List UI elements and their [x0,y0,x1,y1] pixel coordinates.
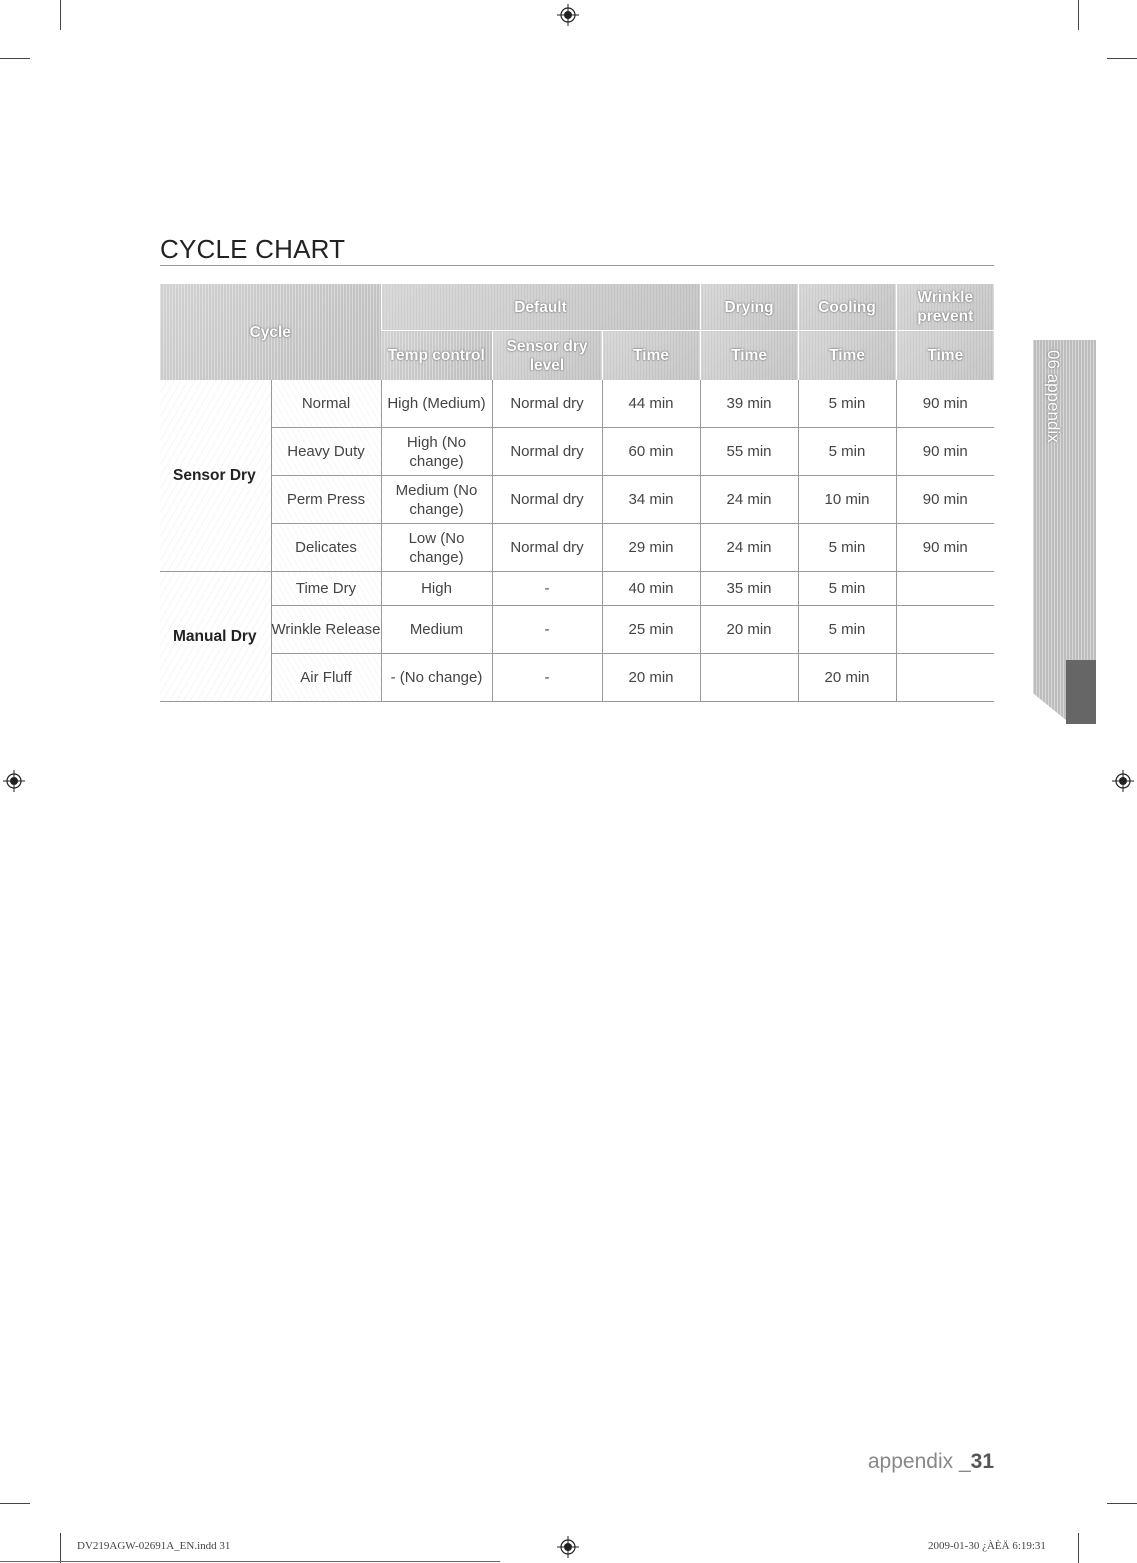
header-cooling-time: Time [798,331,896,381]
temp-control: - (No change) [381,654,492,702]
footer-section: appendix _ [867,1450,971,1473]
header-wrinkle-prevent: Wrinkle prevent [896,284,994,331]
crop-mark [60,0,61,30]
side-tab-marker [1066,660,1096,724]
crop-mark [0,58,30,59]
table-row [160,606,994,654]
sensor-dry-level: Normal dry [492,428,602,476]
default-time: 34 min [602,476,700,524]
wrinkle-time: 90 min [896,428,994,476]
sensor-dry-level: Normal dry [492,524,602,572]
header-default: Default [381,284,700,331]
temp-control: Medium [381,606,492,654]
cooling-time: 5 min [798,572,896,606]
drying-time: 24 min [700,476,798,524]
cooling-time: 5 min [798,524,896,572]
sensor-dry-level: Normal dry [492,476,602,524]
sensor-dry-level: Normal dry [492,380,602,428]
default-time: 25 min [602,606,700,654]
section-side-tab [1033,340,1096,724]
header-temp-control: Temp control [381,331,492,381]
page-number [868,1450,994,1474]
cycle-name: Perm Press [271,476,381,524]
drying-time: 35 min [700,572,798,606]
default-time: 44 min [602,380,700,428]
drying-time [700,654,798,702]
wrinkle-time: 90 min [896,476,994,524]
table-row [160,476,994,524]
sensor-dry-level: - [492,572,602,606]
print-slug-file: DV219AGW-02691A_EN.indd 31 [77,1540,231,1552]
header-default-time: Time [602,331,700,381]
side-tab-label: 06 appendix [1044,350,1063,443]
temp-control: High (No change) [381,428,492,476]
header-cycle: Cycle [160,284,381,380]
crop-mark [1078,0,1079,30]
wrinkle-time [896,654,994,702]
drying-time: 24 min [700,524,798,572]
cycle-name: Time Dry [271,572,381,606]
crop-mark [60,1533,61,1563]
registration-mark-icon [557,4,579,26]
wrinkle-time [896,572,994,606]
print-slug-date: 2009-01-30 ¿ÀÈÄ 6:19:31 [928,1540,1046,1552]
header-wrinkle-time: Time [896,331,994,381]
table-row [160,524,994,572]
crop-mark [1107,58,1137,59]
wrinkle-time: 90 min [896,380,994,428]
header-sensor-dry-level: Sensor dry level [492,331,602,381]
temp-control: High (Medium) [381,380,492,428]
cycle-name: Wrinkle Release [271,606,381,654]
default-time: 40 min [602,572,700,606]
crop-mark [0,1503,30,1504]
drying-time: 55 min [700,428,798,476]
temp-control: Low (No change) [381,524,492,572]
cycle-name: Normal [271,380,381,428]
cycle-name: Air Fluff [271,654,381,702]
sensor-dry-level: - [492,606,602,654]
default-time: 20 min [602,654,700,702]
group-label: Sensor Dry [160,380,271,572]
cooling-time: 5 min [798,606,896,654]
crop-mark [1107,1503,1137,1504]
wrinkle-time [896,606,994,654]
temp-control: High [381,572,492,606]
page-title: CYCLE CHART [160,234,346,264]
drying-time: 20 min [700,606,798,654]
group-label: Manual Dry [160,572,271,702]
table-row [160,572,994,606]
header-drying: Drying [700,284,798,331]
registration-mark-icon [3,770,25,792]
title-divider [160,265,994,266]
table-row [160,380,994,428]
crop-mark [1078,1533,1079,1563]
default-time: 60 min [602,428,700,476]
sensor-dry-level: - [492,654,602,702]
slug-rule [0,1561,500,1562]
cooling-time: 5 min [798,380,896,428]
header-drying-time: Time [700,331,798,381]
registration-mark-icon [557,1536,579,1558]
cycle-chart-table [160,284,994,702]
table-row [160,654,994,702]
temp-control: Medium (No change) [381,476,492,524]
cooling-time: 5 min [798,428,896,476]
cooling-time: 10 min [798,476,896,524]
registration-mark-icon [1112,770,1134,792]
footer-number: 31 [970,1450,994,1473]
wrinkle-time: 90 min [896,524,994,572]
default-time: 29 min [602,524,700,572]
table-row [160,428,994,476]
cycle-name: Delicates [271,524,381,572]
drying-time: 39 min [700,380,798,428]
cycle-name: Heavy Duty [271,428,381,476]
header-cooling: Cooling [798,284,896,331]
cooling-time: 20 min [798,654,896,702]
